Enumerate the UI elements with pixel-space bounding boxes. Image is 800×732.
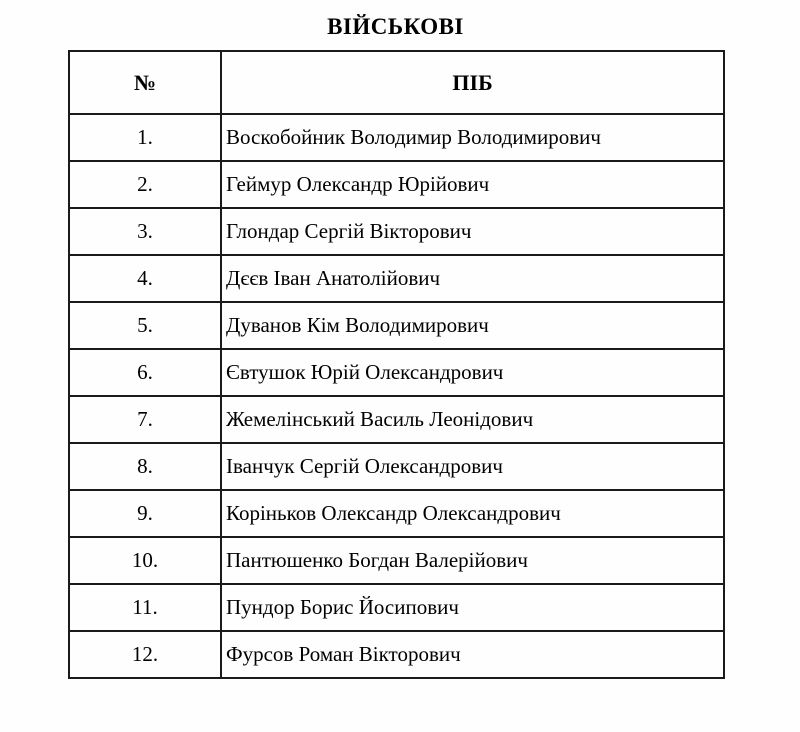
table-row <box>69 631 724 678</box>
table-row <box>69 396 724 443</box>
row-fullname-cell: Євтушок Юрій Олександрович <box>221 349 724 396</box>
row-fullname-cell: Пантюшенко Богдан Валерійович <box>221 537 724 584</box>
table-row <box>69 114 724 161</box>
row-fullname-cell: Іванчук Сергій Олександрович <box>221 443 724 490</box>
row-fullname-cell: Жемелінський Василь Леонідович <box>221 396 724 443</box>
row-number-cell: 2. <box>69 161 221 208</box>
row-fullname-cell: Фурсов Роман Вікторович <box>221 631 724 678</box>
row-number-cell: 6. <box>69 349 221 396</box>
header-row <box>69 51 724 114</box>
column-header-number: № <box>69 51 221 114</box>
row-fullname-cell: Дуванов Кім Володимирович <box>221 302 724 349</box>
row-number-cell: 8. <box>69 443 221 490</box>
row-number-cell: 5. <box>69 302 221 349</box>
row-number-cell: 3. <box>69 208 221 255</box>
row-fullname-cell: Пундор Борис Йосипович <box>221 584 724 631</box>
row-number-cell: 9. <box>69 490 221 537</box>
row-fullname-cell: Воскобойник Володимир Володимирович <box>221 114 724 161</box>
table-row <box>69 161 724 208</box>
table-row <box>69 349 724 396</box>
column-header-fullname: ПІБ <box>221 51 724 114</box>
table-row <box>69 208 724 255</box>
table-row <box>69 443 724 490</box>
military-roster-table <box>68 50 725 679</box>
row-number-cell: 12. <box>69 631 221 678</box>
row-fullname-cell: Геймур Олександр Юрійович <box>221 161 724 208</box>
row-fullname-cell: Дєєв Іван Анатолійович <box>221 255 724 302</box>
row-number-cell: 7. <box>69 396 221 443</box>
row-number-cell: 11. <box>69 584 221 631</box>
row-number-cell: 4. <box>69 255 221 302</box>
table-row <box>69 584 724 631</box>
page-title: ВІЙСЬКОВІ <box>327 14 464 39</box>
row-number-cell: 1. <box>69 114 221 161</box>
table-body <box>69 114 724 678</box>
row-fullname-cell: Коріньков Олександр Олександрович <box>221 490 724 537</box>
row-number-cell: 10. <box>69 537 221 584</box>
table-row <box>69 255 724 302</box>
table-header <box>69 51 724 114</box>
table-row <box>69 302 724 349</box>
table-row <box>69 537 724 584</box>
row-fullname-cell: Глондар Сергій Вікторович <box>221 208 724 255</box>
table-row <box>69 490 724 537</box>
